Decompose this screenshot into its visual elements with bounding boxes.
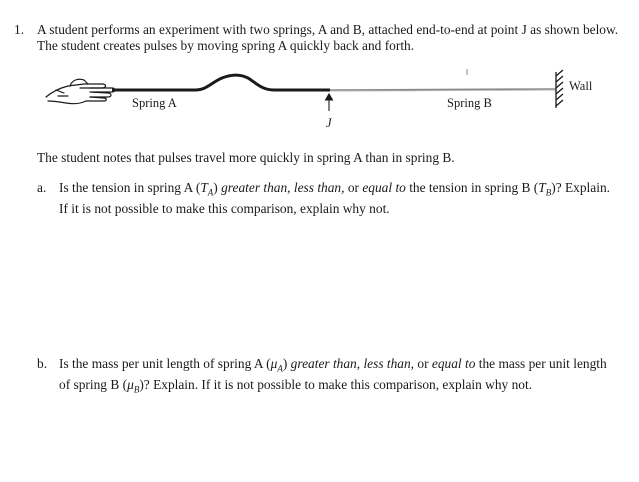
part-b-label: b. [37, 356, 48, 371]
spring-a [112, 75, 330, 90]
part-b-choices: greater than, less than, [290, 356, 415, 371]
spring-b-label: Spring B [447, 96, 492, 110]
wall-label: Wall [569, 79, 593, 93]
part-a-question: Is the tension in spring A $(T_A)$ greater than, less than, or equal to the tension in spring B $(T_B)$? Explain. If it is not possible to make this comparison, explain why not. [59, 180, 610, 216]
spring-b [330, 89, 556, 90]
junction-label: J [326, 116, 332, 130]
junction-arrow [326, 94, 333, 111]
springs-diagram [0, 0, 639, 140]
question-text: A student performs an experiment with two springs, A and B, attached end-to-end at point J as shown below. The student creates pulses by moving spring A quickly back and forth. [37, 22, 619, 53]
part-b-question: Is the mass per unit length of spring A $(\mu_A)$ greater than, less than, or equal to the mass per unit length of spring B $(\mu_B)$? Explain. If it is not possible to make this comparison, explain why not. [59, 356, 607, 395]
part-a-label: a. [37, 180, 47, 195]
spring-a-label: Spring A [132, 96, 177, 110]
part-a-choices: greater than, less than, [221, 180, 345, 195]
wall [556, 70, 563, 108]
question-number: 1. [14, 22, 25, 37]
observation-text: The student notes that pulses travel more quickly in spring A than in spring B. [37, 150, 455, 165]
hand-icon [46, 79, 115, 103]
